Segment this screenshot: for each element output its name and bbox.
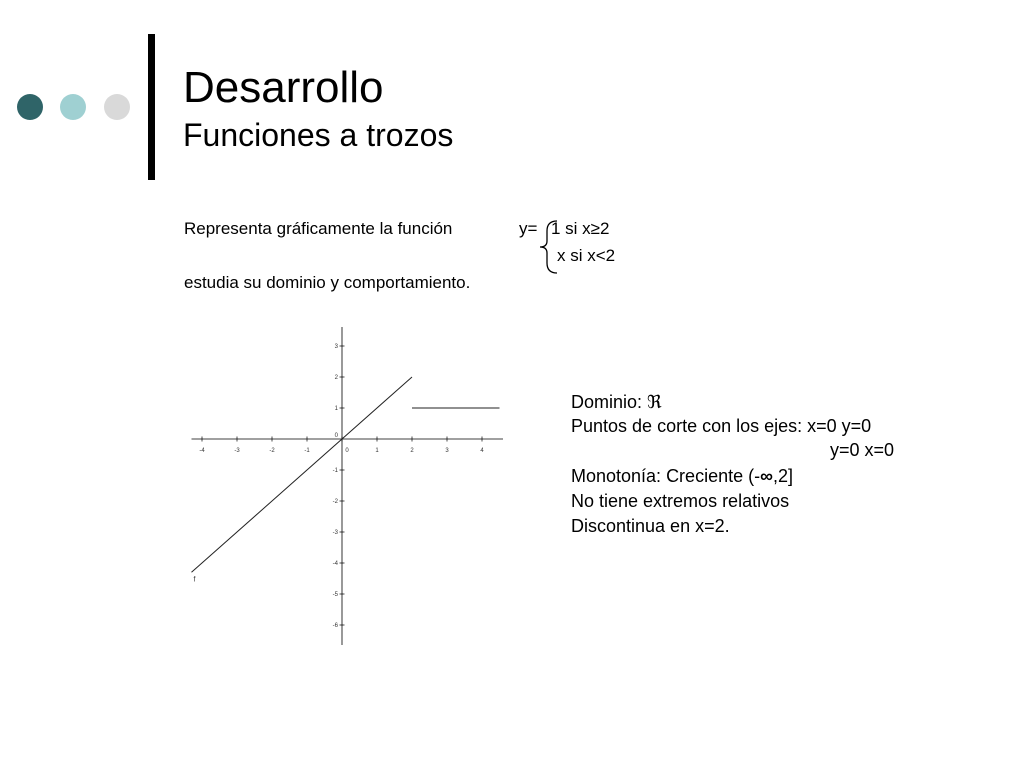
dominio-label: Dominio:	[571, 392, 643, 412]
slide-subtitle: Funciones a trozos	[183, 117, 454, 153]
y-tick-label: -6	[332, 623, 338, 629]
dot-light	[60, 94, 86, 120]
monotonia-end: ,2]	[772, 466, 793, 486]
y-tick-label: -5	[332, 592, 338, 598]
infinity-symbol: ∞	[760, 466, 773, 486]
x-tick-label: -1	[304, 448, 310, 454]
y-tick-label: -4	[332, 561, 338, 567]
cortes-line: Puntos de corte con los ejes: x=0 y=0	[571, 416, 872, 436]
y-tick-label: -2	[332, 499, 338, 505]
extremos-line: No tiene extremos relativos	[571, 491, 790, 511]
x-tick-label: -4	[199, 448, 205, 454]
problem-intro: Representa gráficamente la función	[184, 219, 453, 238]
function-label: y=	[519, 219, 538, 238]
y-tick-label: 0	[334, 433, 338, 439]
monotonia-line	[571, 464, 793, 488]
problem-outro: estudia su dominio y comportamiento.	[184, 273, 471, 292]
discontinua-line: Discontinua en x=2.	[571, 516, 730, 536]
y-tick-label: 2	[334, 375, 338, 381]
dot-dark	[17, 94, 43, 120]
slide-title: Desarrollo	[183, 63, 384, 112]
title-divider	[148, 34, 155, 180]
x-tick-label: 1	[375, 448, 379, 454]
x-tick-label: 3	[445, 448, 449, 454]
x-tick-label: -2	[269, 448, 275, 454]
dominio-symbol: ℜ	[647, 392, 662, 413]
x-tick-label: 2	[410, 448, 414, 454]
cortes-line-2: y=0 x=0	[830, 440, 895, 460]
series-line-1	[192, 377, 413, 572]
y-tick-label: -1	[332, 468, 338, 474]
dot-gray	[104, 94, 130, 120]
function-label-f: f	[193, 576, 196, 584]
y-tick-label: 1	[334, 406, 338, 412]
case-2: x si x<2	[557, 246, 616, 265]
x-tick-label: 0	[345, 448, 349, 454]
x-tick-label: 4	[480, 448, 484, 454]
monotonia-label: Monotonía: Creciente (-	[571, 466, 761, 486]
y-tick-label: -3	[332, 530, 338, 536]
x-tick-label: -3	[234, 448, 240, 454]
dominio-line	[571, 390, 662, 415]
function-graph	[190, 325, 510, 650]
case-1: 1 si x≥2	[551, 219, 610, 238]
y-tick-label: 3	[334, 344, 338, 350]
